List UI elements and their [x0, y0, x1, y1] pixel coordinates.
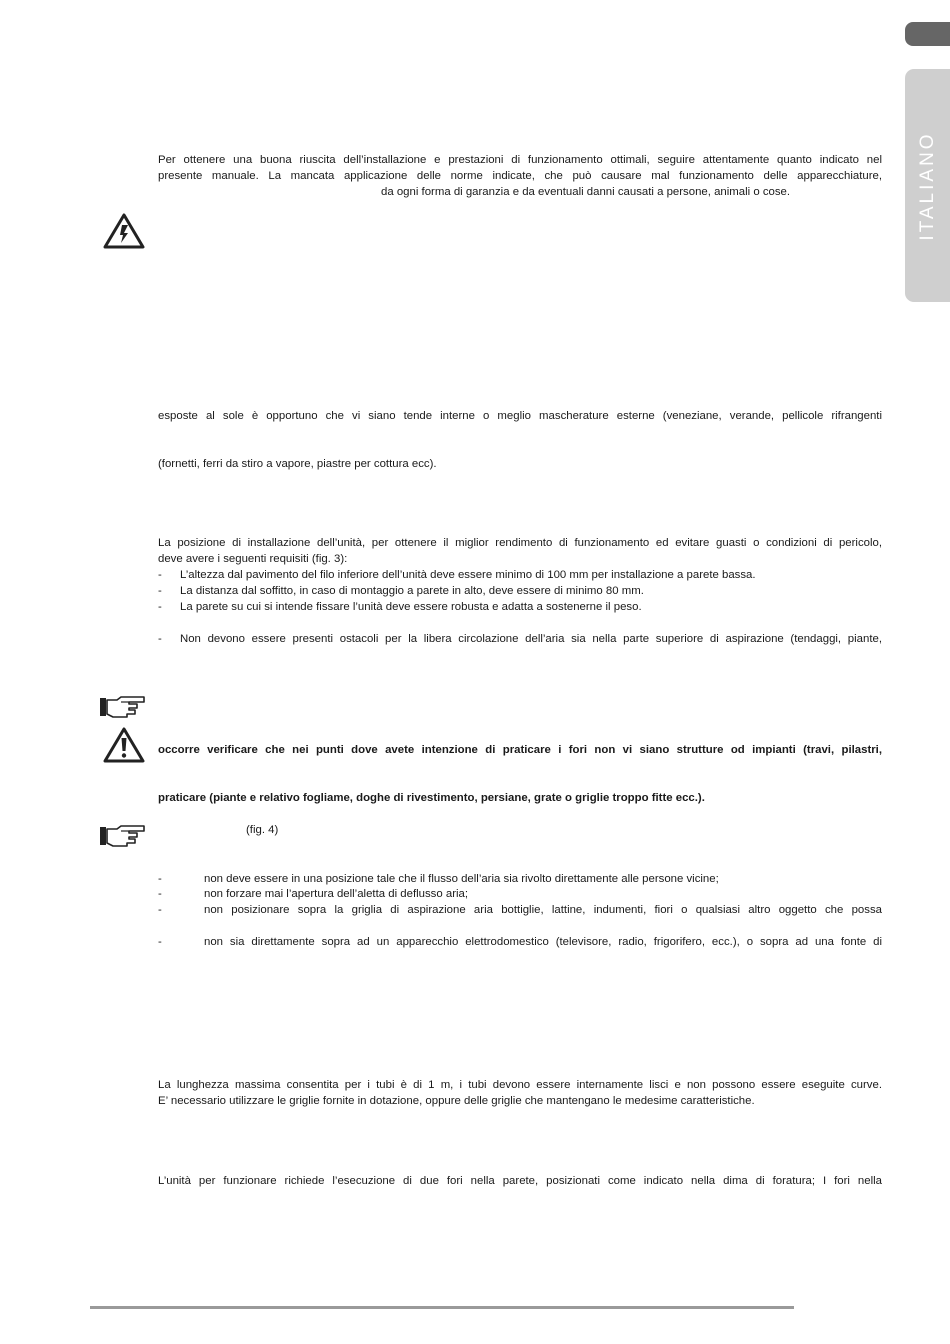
requirement-4: Non devono essere presenti ostacoli per la libera circolazione dell’aria sia nella parte superiore di aspirazione (tendaggi, piante,: [180, 633, 882, 645]
requirement-1: L’altezza dal pavimento del filo inferiore dell’unità deve essere minimo di 100 mm per installazione a parete bassa.: [180, 569, 756, 581]
drilling-warning-line-1: occorre verificare che nei punti dove avete intenzione di praticare i fori non vi siano strutture od impianti (travi, pilastri,: [158, 744, 882, 756]
list-dash: -: [158, 601, 162, 613]
drilling-warning-line-2: praticare (piante e relativo fogliame, doghe di rivestimento, persiane, grate o griglie troppo fitte ecc.).: [158, 792, 705, 804]
intro-line-2: presente manuale. La mancata applicazione delle norme indicate, che può causare mal funzionamento delle apparecchiature,: [158, 170, 882, 182]
rule-3: non posizionare sopra la griglia di aspirazione aria bottiglie, lattine, indumenti, fiori o qualsiasi altro oggetto che possa: [204, 904, 882, 916]
intro-line-1: Per ottenere una buona riuscita dell’installazione e prestazioni di funzionamento ottimali, seguire attentamente quanto indicato nel: [158, 154, 882, 166]
requirement-3: La parete su cui si intende fissare l’unità deve essere robusta e adatta a sostenerne il peso.: [180, 601, 642, 613]
figure-reference: (fig. 4): [246, 824, 279, 836]
heat-sources-text: (fornetti, ferri da stiro a vapore, piastre per cottura ecc).: [158, 458, 437, 470]
position-line-2: deve avere i seguenti requisiti (fig. 3):: [158, 553, 348, 565]
list-dash: -: [158, 904, 162, 916]
sun-exposure-text: esposte al sole è opportuno che vi siano tende interne o meglio mascherature esterne (veneziane, verande, pellicole rifrangenti: [158, 410, 882, 422]
list-dash: -: [158, 888, 162, 900]
wall-holes-text: L’unità per funzionare richiede l’esecuzione di due fori nella parete, posizionati come indicato nella dima di foratura; I fori nella: [158, 1175, 882, 1187]
pipes-line-2: E’ necessario utilizzare le griglie fornite in dotazione, oppure delle griglie che mantengano le medesime caratteristiche.: [158, 1095, 755, 1107]
electric-hazard-icon: [102, 212, 146, 250]
pipes-line-1: La lunghezza massima consentita per i tubi è di 1 m, i tubi devono essere internamente lisci e non possono essere eseguite curve.: [158, 1079, 882, 1091]
intro-line-3: da ogni forma di garanzia e da eventuali danni causati a persone, animali o cose.: [381, 186, 791, 198]
rule-4: non sia direttamente sopra ad un apparecchio elettrodomestico (televisore, radio, frigorifero, ecc.), o sopra ad una fonte di: [204, 936, 882, 948]
language-tab: [905, 69, 950, 302]
position-line-1: La posizione di installazione dell’unità, per ottenere il miglior rendimento di funzionamento ed evitare guasti o condizioni di pericolo,: [158, 537, 882, 549]
footer-rule: [90, 1306, 794, 1309]
list-dash: -: [158, 633, 162, 645]
pointing-hand-icon: [99, 823, 147, 849]
list-dash: -: [158, 936, 162, 948]
rule-2: non forzare mai l’apertura dell’aletta di deflusso aria;: [204, 888, 469, 900]
language-tab-label: ITALIANO: [916, 130, 938, 241]
section-tab: [905, 22, 950, 46]
list-dash: -: [158, 873, 162, 885]
list-dash: -: [158, 569, 162, 581]
pointing-hand-icon: [99, 694, 147, 720]
warning-icon: [102, 726, 146, 764]
rule-1: non deve essere in una posizione tale che il flusso dell’aria sia rivolto direttamente alle persone vicine;: [204, 873, 719, 885]
list-dash: -: [158, 585, 162, 597]
requirement-2: La distanza dal soffitto, in caso di montaggio a parete in alto, deve essere di minimo 80 mm.: [180, 585, 644, 597]
